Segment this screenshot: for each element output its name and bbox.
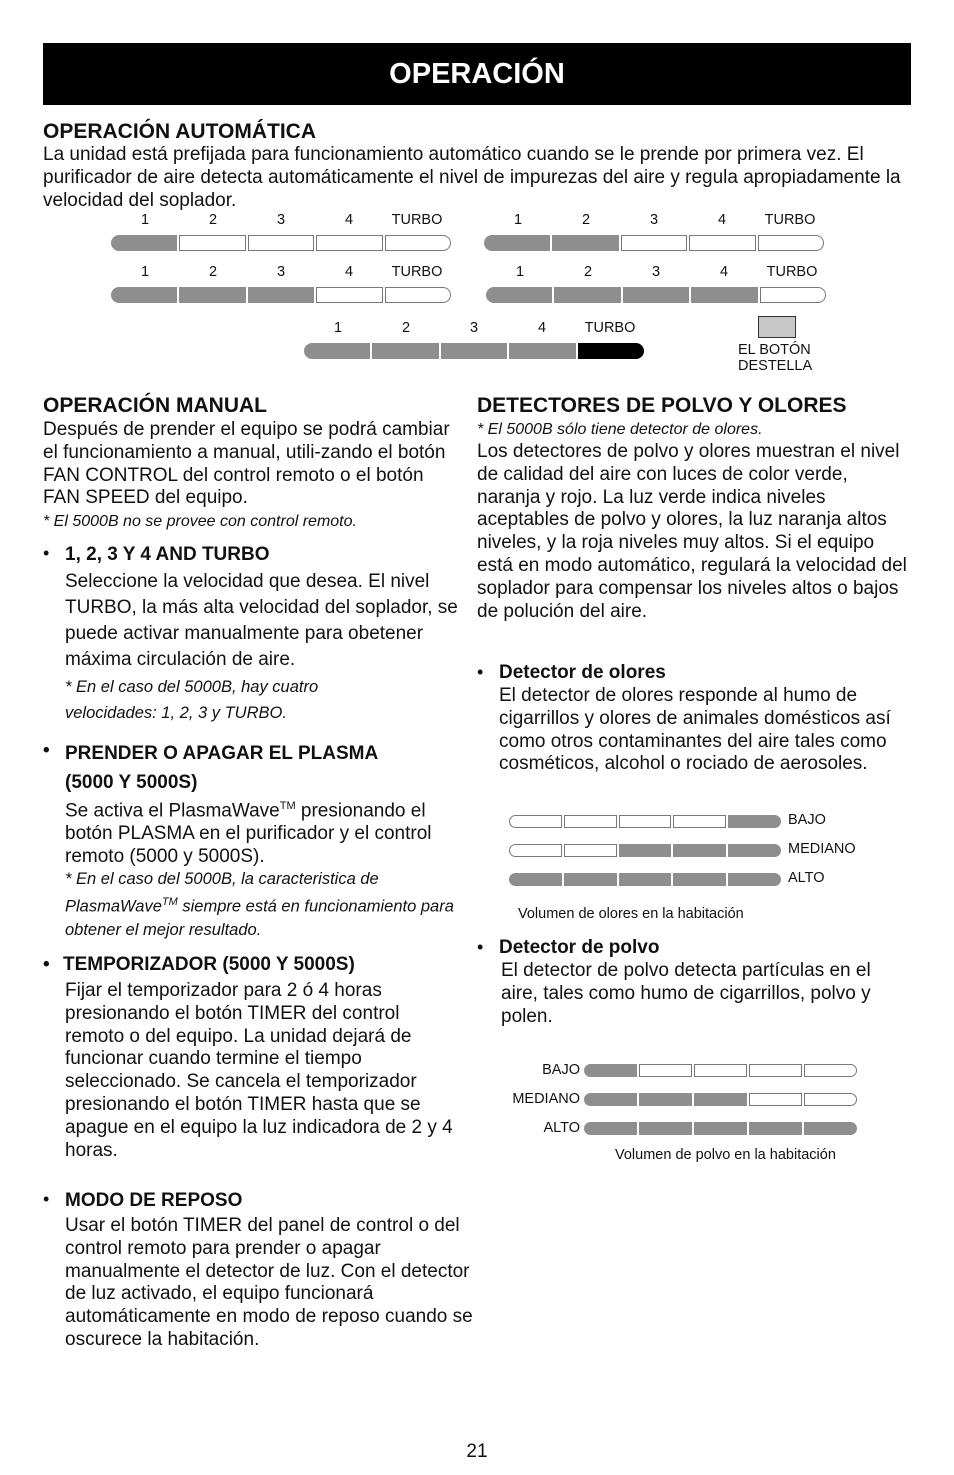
plasma-title-line-1: PRENDER O APAGAR EL PLASMA — [65, 743, 379, 764]
speed-segment — [248, 235, 314, 251]
dust-level-segment — [749, 1064, 802, 1077]
speed-label: 4 — [344, 264, 354, 280]
speed-label: 4 — [344, 212, 354, 228]
manual-note: * El 5000B no se provee con control remoto. — [43, 513, 357, 530]
plasma-note — [65, 868, 480, 942]
speed-label: 1 — [515, 264, 525, 280]
speed-segment — [621, 235, 687, 251]
speed-label: TURBO — [764, 212, 816, 228]
speed-bar — [486, 287, 826, 303]
odor-level-segment — [619, 844, 672, 857]
speed-label: TURBO — [391, 212, 443, 228]
speed-segment — [316, 287, 382, 303]
odor-level-segment — [509, 844, 562, 857]
speed-label: 4 — [537, 320, 547, 336]
detectors-heading: DETECTORES DE POLVO Y OLORES — [477, 394, 847, 417]
speed-segment — [441, 343, 507, 359]
dust-level-bar — [584, 1093, 857, 1106]
speed-label: 2 — [208, 264, 218, 280]
plasma-text-a: Se activa el PlasmaWave — [65, 800, 280, 822]
speed-segment — [316, 235, 382, 251]
speed-label: 2 — [208, 212, 218, 228]
page-number: 21 — [466, 1441, 488, 1462]
bullet-icon: • — [43, 1189, 50, 1209]
dust-level-label: MEDIANO — [512, 1091, 580, 1107]
speed-segment — [179, 235, 245, 251]
odor-level-label: ALTO — [788, 870, 825, 886]
page-title: OPERACIÓN — [389, 57, 565, 90]
speeds-title: 1, 2, 3 Y 4 AND TURBO — [65, 544, 270, 565]
auto-text: La unidad está prefijada para funcionamiento automático cuando se le prende por primera vez. El purificador de aire detecta automáticamente el nivel de impurezas del aire y regula apropiadamente la velocidad del soplador. — [43, 144, 901, 211]
odor-level-segment — [564, 815, 617, 828]
dust-level-segment — [584, 1122, 637, 1135]
speed-segment — [304, 343, 370, 359]
speed-segment — [578, 343, 644, 359]
speed-segment — [623, 287, 689, 303]
dust-level-segment — [584, 1064, 637, 1077]
odor-level-diagram — [509, 812, 889, 897]
dust-level-segment — [639, 1122, 692, 1135]
odor-level-segment — [509, 815, 562, 828]
speeds-text: Seleccione la velocidad que desea. El nivel TURBO, la más alta velocidad del soplador, se puede activar manualmente para obetener máxima circulación de aire. — [65, 571, 458, 670]
odor-level-segment — [564, 873, 617, 886]
dust-level-label: ALTO — [543, 1120, 580, 1136]
speed-segment — [509, 343, 575, 359]
speed-segment — [372, 343, 438, 359]
plasma-note-b: siempre está en funcionamiento para obtener el mejor resultado. — [65, 897, 454, 939]
odor-level-segment — [728, 844, 781, 857]
odor-level-bar — [509, 815, 781, 828]
speed-segment — [385, 287, 451, 303]
dust-level-segment — [804, 1064, 857, 1077]
speed-segment — [385, 235, 451, 251]
speed-label: 3 — [651, 264, 661, 280]
timer-text: Fijar el temporizador para 2 ó 4 horas presionando el botón TIMER del control remoto o del equipo. La unidad dejará de funcionar cuando termine el tiempo seleccionado. Se cancela el temporizador presionando el botón TIMER hasta que se apague en el equipo la luz indicadora de 2 y 4 horas. — [65, 980, 453, 1161]
dust-level-segment — [694, 1093, 747, 1106]
flash-caption-line-1: EL BOTÓN — [738, 342, 811, 358]
odor-caption: Volumen de olores en la habitación — [518, 906, 744, 922]
plasma-title — [65, 739, 378, 797]
speed-bar — [484, 235, 824, 251]
speed-label: TURBO — [391, 264, 443, 280]
dust-level-bar — [584, 1064, 857, 1077]
speed-segment — [111, 287, 177, 303]
odor-level-segment — [728, 873, 781, 886]
odor-level-segment — [564, 844, 617, 857]
dust-level-segment — [639, 1064, 692, 1077]
speeds-note: * En el caso del 5000B, hay cuatro velocidades: 1, 2, 3 y TURBO. — [65, 678, 319, 722]
speed-label: 3 — [276, 264, 286, 280]
tm-mark: TM — [161, 896, 178, 908]
dust-level-bar — [584, 1122, 857, 1135]
plasma-title-line-2: (5000 Y 5000S) — [65, 772, 198, 793]
odor-level-segment — [728, 815, 781, 828]
manual-text: Después de prender el equipo se podrá cambiar el funcionamiento a manual, utili-zando el botón FAN CONTROL del control remoto o el botón FAN SPEED del equipo. — [43, 419, 450, 509]
dust-level-diagram — [495, 1061, 865, 1146]
speed-indicator-turbo — [304, 320, 644, 362]
speed-segment — [248, 287, 314, 303]
speed-label: 2 — [401, 320, 411, 336]
manual-heading: OPERACIÓN MANUAL — [43, 394, 267, 417]
page-title-banner — [43, 43, 911, 105]
speed-label: TURBO — [584, 320, 636, 336]
plasma-text — [65, 795, 465, 869]
bullet-icon: • — [477, 662, 484, 682]
dust-level-segment — [749, 1122, 802, 1135]
speed-label: 2 — [583, 264, 593, 280]
auto-heading: OPERACIÓN AUTOMÁTICA — [43, 120, 316, 143]
dust-level-segment — [584, 1093, 637, 1106]
speed-label: TURBO — [766, 264, 818, 280]
dust-level-label: BAJO — [542, 1062, 580, 1078]
dust-text: El detector de polvo detecta partículas en el aire, tales como humo de cigarrillos, polvo y polen. — [501, 960, 871, 1027]
timer-title: TEMPORIZADOR (5000 Y 5000S) — [63, 954, 355, 975]
dust-level-segment — [804, 1122, 857, 1135]
odor-level-segment — [509, 873, 562, 886]
bullet-icon: • — [43, 954, 50, 975]
flash-button-caption — [738, 342, 812, 374]
speed-segment — [179, 287, 245, 303]
bullet-icon: • — [43, 740, 50, 761]
speed-bar — [111, 287, 451, 303]
dust-level-segment — [694, 1122, 747, 1135]
speed-indicator-2 — [484, 212, 824, 254]
dust-caption: Volumen de polvo en la habitación — [615, 1147, 836, 1163]
dust-level-segment — [804, 1093, 857, 1106]
odor-title: Detector de olores — [499, 662, 666, 683]
odor-text: El detector de olores responde al humo de cigarrillos y olores de animales domésticos así como otros contaminantes del aire tales como cosméticos, alcohol o rociado de aerosoles. — [499, 685, 891, 775]
odor-level-label: BAJO — [788, 812, 826, 828]
speed-indicator-1 — [111, 212, 451, 254]
speed-label: 1 — [140, 212, 150, 228]
dust-level-segment — [749, 1093, 802, 1106]
speed-label: 3 — [649, 212, 659, 228]
dust-level-segment — [694, 1064, 747, 1077]
speed-segment — [691, 287, 757, 303]
speed-label: 4 — [719, 264, 729, 280]
odor-level-label: MEDIANO — [788, 841, 856, 857]
speed-label: 1 — [333, 320, 343, 336]
dust-title: Detector de polvo — [499, 937, 660, 958]
odor-level-segment — [673, 844, 726, 857]
speed-segment — [689, 235, 755, 251]
detectors-note: * El 5000B sólo tiene detector de olores. — [477, 421, 763, 438]
bullet-icon: • — [477, 937, 484, 957]
speed-segment — [760, 287, 826, 303]
odor-level-bar — [509, 873, 781, 886]
speed-segment — [486, 287, 552, 303]
speed-label: 1 — [513, 212, 523, 228]
speed-segment — [552, 235, 618, 251]
tm-mark: TM — [279, 800, 296, 812]
speed-label: 1 — [140, 264, 150, 280]
plasma-text-b: presionando el botón PLASMA en el purificador y el control remoto (5000 y 5000S). — [65, 800, 432, 867]
speed-bar — [111, 235, 451, 251]
speed-label: 2 — [581, 212, 591, 228]
odor-level-bar — [509, 844, 781, 857]
speed-indicator-4 — [486, 264, 826, 306]
dust-level-segment — [639, 1093, 692, 1106]
speed-indicator-3 — [111, 264, 451, 306]
speed-segment — [111, 235, 177, 251]
sleep-title: MODO DE REPOSO — [65, 1190, 243, 1211]
sleep-text: Usar el botón TIMER del panel de control o del control remoto para prender o apagar manualmente el detector de luz. Con el detector de luz activado, el equipo funcionará automáticamente en modo de reposo cuando se oscurece la habitación. — [65, 1215, 473, 1350]
odor-level-segment — [673, 815, 726, 828]
flash-button-icon — [758, 316, 796, 338]
detectors-text: Los detectores de polvo y olores muestran el nivel de calidad del aire con luces de color verde, naranja y rojo. La luz verde indica niveles aceptables de polvo y olores, la luz naranja altos niveles, y la roja niveles muy altos. Si el equipo está en modo automático, regulará la velocidad del soplador para compensar los niveles altos o bajos de polución del aire. — [477, 441, 907, 622]
speed-segment — [554, 287, 620, 303]
speed-label: 3 — [276, 212, 286, 228]
speed-label: 4 — [717, 212, 727, 228]
flash-caption-line-2: DESTELLA — [738, 358, 813, 374]
odor-level-segment — [619, 815, 672, 828]
odor-level-segment — [673, 873, 726, 886]
odor-level-segment — [619, 873, 672, 886]
speed-bar — [304, 343, 644, 359]
speed-segment — [758, 235, 824, 251]
speed-label: 3 — [469, 320, 479, 336]
bullet-icon: • — [43, 543, 50, 563]
plasma-note-a: * En el caso del 5000B, la caracteristica de PlasmaWave — [65, 870, 379, 916]
speed-segment — [484, 235, 550, 251]
